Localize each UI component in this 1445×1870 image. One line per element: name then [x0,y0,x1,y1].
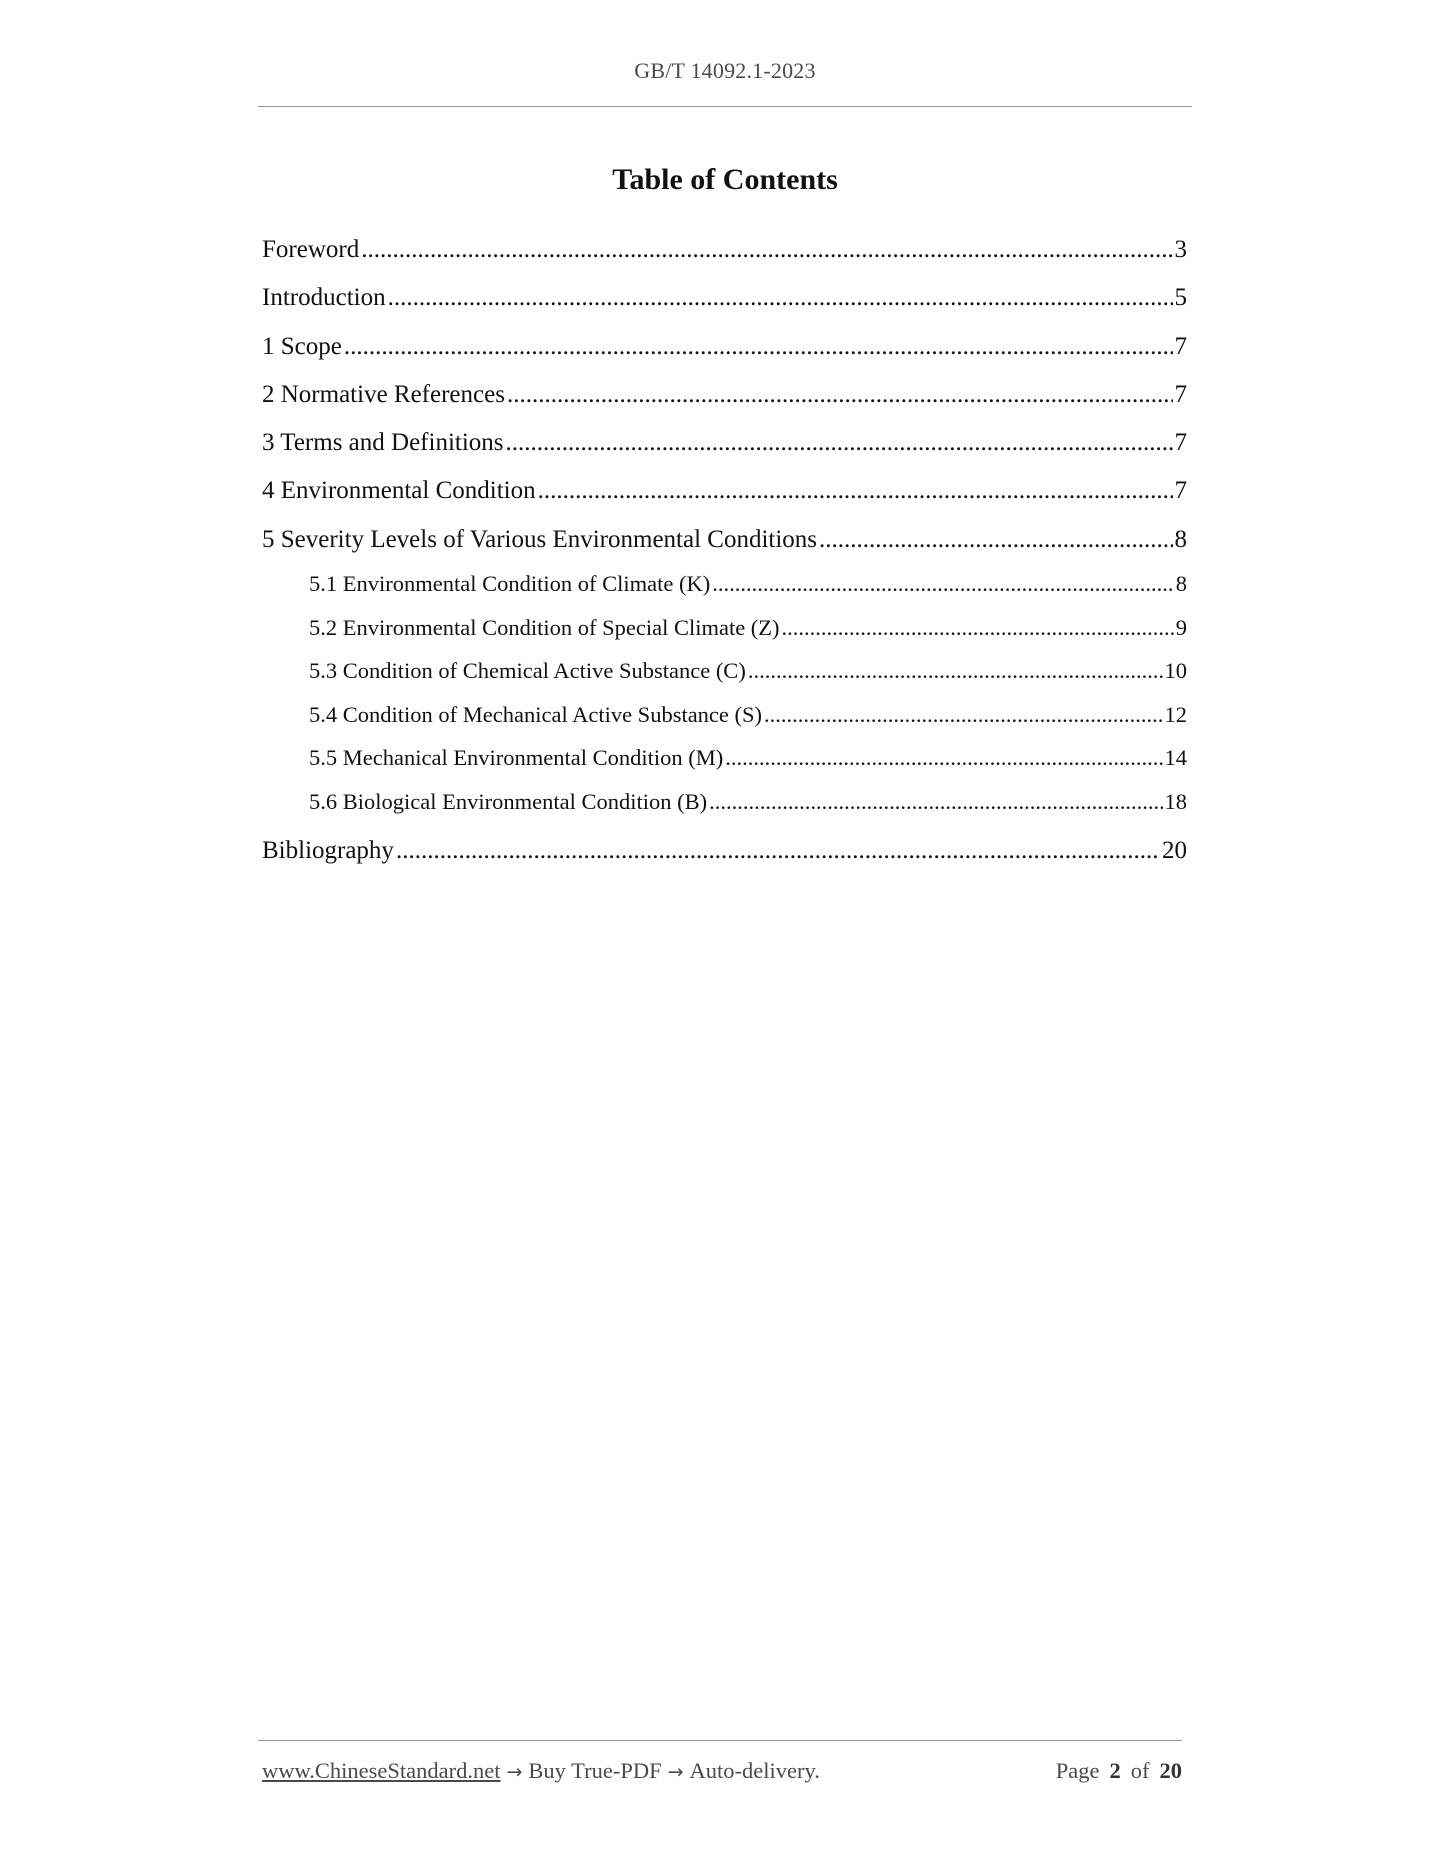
toc-subentry-5-5[interactable] [262,736,1187,780]
toc-entry-label: Foreword [262,236,360,263]
toc-entry-page: 20 [1162,836,1187,864]
page-number [1056,1758,1182,1784]
toc-subentry-5-3[interactable] [262,649,1187,693]
toc-subentry-5-4[interactable] [262,693,1187,737]
toc-entry-page: 5 [1174,284,1187,312]
toc-dot-leader [712,562,1174,606]
total-pages-number: 20 [1159,1758,1182,1783]
footer-step-buy: Buy True-PDF [528,1758,662,1783]
page-word: Page [1055,1758,1100,1783]
toc-title: Table of Contents [612,163,838,196]
toc-entry-label: 5.5 Mechanical Environmental Condition (M) [309,745,724,771]
toc-entry-normative-references[interactable] [262,371,1187,419]
toc-entry-label: Bibliography [262,836,394,864]
toc-entry-scope[interactable] [262,323,1187,371]
toc-dot-leader [819,516,1172,564]
toc-dot-leader [344,323,1173,371]
toc-entry-label: Introduction [262,284,386,312]
toc-entry-page: 12 [1164,701,1187,727]
toc-entry-label: 4 Environmental Condition [262,477,536,505]
toc-dot-leader [388,274,1173,322]
arrow-right-icon: → [667,1761,684,1783]
current-page-number: 2 [1109,1758,1121,1783]
toc-subentry-5-1[interactable] [262,562,1187,606]
toc-dot-leader [361,226,1172,274]
arrow-right-icon: → [506,1761,523,1783]
footer-divider [258,1740,1182,1741]
toc-entry-label: 5.3 Condition of Chemical Active Substance (C) [309,658,746,684]
footer-step-delivery: Auto-delivery. [689,1758,820,1783]
toc-entry-introduction[interactable] [262,274,1187,322]
toc-entry-severity-levels[interactable] [262,516,1187,564]
page-footer [262,1758,1182,1784]
toc-entry-page: 9 [1175,614,1187,640]
page-header-doc-id: GB/T 14092.1-2023 [634,58,816,83]
toc-entry-page: 18 [1164,789,1187,815]
toc-entry-page: 8 [1174,525,1187,553]
header-divider [258,106,1192,107]
toc-entry-page: 7 [1174,332,1187,360]
toc-entry-environmental-condition[interactable] [262,467,1187,515]
toc-dot-leader [709,780,1162,824]
toc-entry-page: 14 [1164,745,1187,771]
table-of-contents [262,226,1187,875]
toc-dot-leader [748,649,1163,693]
toc-entry-label: 5.4 Condition of Mechanical Active Substance (S) [309,701,763,727]
toc-entry-bibliography[interactable] [262,827,1187,875]
toc-entry-label: 3 Terms and Definitions [262,429,504,457]
toc-entry-label: 5.6 Biological Environmental Condition (B) [309,789,708,815]
toc-entry-label: 5.1 Environmental Condition of Climate (K) [309,571,711,597]
toc-dot-leader [538,467,1173,515]
footer-promo [262,1758,820,1784]
toc-dot-leader [396,827,1160,875]
toc-dot-leader [507,371,1173,419]
toc-entry-foreword[interactable] [262,226,1187,274]
website-link[interactable]: www.ChineseStandard.net [262,1758,501,1783]
toc-entry-label: 5 Severity Levels of Various Environmental Conditions [262,525,818,553]
toc-entry-page: 8 [1175,571,1187,597]
toc-subentry-5-6[interactable] [262,780,1187,824]
toc-entry-page: 10 [1164,658,1187,684]
toc-dot-leader [782,606,1174,650]
toc-dot-leader [506,419,1173,467]
toc-dot-leader [764,693,1162,737]
toc-entry-page: 3 [1174,236,1187,263]
toc-entry-page: 7 [1174,429,1187,457]
toc-entry-label: 2 Normative References [262,380,505,408]
toc-entry-page: 7 [1174,477,1187,505]
toc-entry-label: 1 Scope [262,332,342,360]
toc-entry-page: 7 [1174,380,1187,408]
toc-dot-leader [725,736,1162,780]
toc-subentry-5-2[interactable] [262,606,1187,650]
toc-entry-terms-and-definitions[interactable] [262,419,1187,467]
toc-entry-label: 5.2 Environmental Condition of Special Climate (Z) [309,614,780,640]
of-word: of [1130,1758,1150,1783]
